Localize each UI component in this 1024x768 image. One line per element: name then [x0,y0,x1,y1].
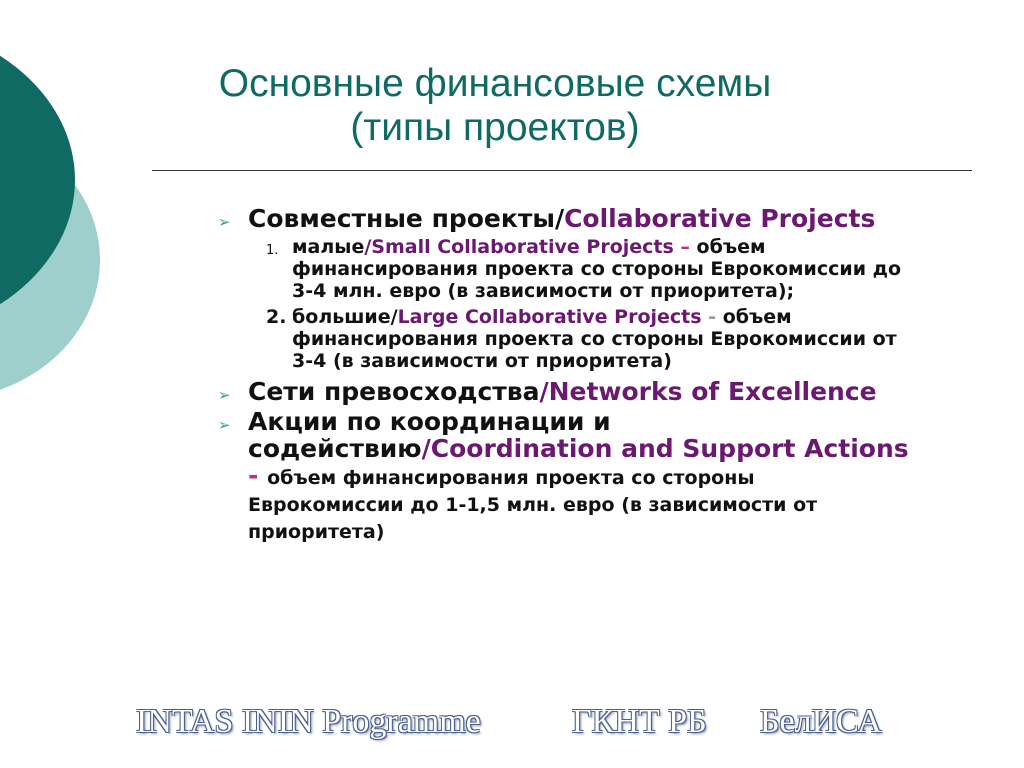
slide-content [216,205,916,546]
footer-belisa: БелИСА [760,703,882,740]
item-ru-text: Совместные проекты/ [248,204,565,233]
footer-gknt: ГКНТ РБ [572,703,707,740]
list-item [216,378,916,405]
title-line-2: (типы проектов) [350,106,640,149]
slide-title [150,62,840,150]
sub-item-en-text: /Small Collaborative Projects [364,236,674,258]
sub-item-description: объем финансирования проекта со стороны Еврокомиссии от 3-4 (в зависимости от приоритета) [292,306,897,372]
footer [136,700,916,744]
item-description: объем финансирования проекта со стороны Еврокомиссии до 1-1,5 млн. евро (в зависимости от приоритета) [248,467,818,543]
arrow-bullet-icon: ➢ [218,386,231,404]
title-divider [152,170,972,171]
item-en-text: /Coordination and Support Actions [421,434,909,463]
sub-list-item [216,306,916,372]
sub-item-number: 1. [266,243,279,258]
arrow-bullet-icon: ➢ [218,213,231,231]
item-en-text: Collaborative Projects [564,204,876,233]
item-ru-text: Сети превосходства [248,377,540,406]
sub-item-ru-text: малые [292,236,365,258]
sub-item-number: 2. [266,306,287,328]
item-ru-text: Акции по координации и содействию [248,407,611,463]
title-line-1: Основные финансовые схемы [218,62,772,105]
sub-item-ru-text: большие/ [292,306,398,328]
sub-item-description: объем финансирования проекта со стороны Еврокомиссии до 3-4 млн. евро (в зависимости от приоритета); [292,236,902,302]
sub-item-dash: - [701,306,723,328]
sub-list-item [216,236,916,302]
item-dash: - [248,461,268,490]
sub-item-en-text: Large Collaborative Projects [397,306,702,328]
item-en-text: /Networks of Excellence [539,377,877,406]
arrow-bullet-icon: ➢ [218,416,231,434]
footer-programme: INTAS ININ Programme [136,703,481,740]
sub-item-dash: – [673,236,697,258]
list-item [216,205,916,232]
list-item [216,408,916,543]
